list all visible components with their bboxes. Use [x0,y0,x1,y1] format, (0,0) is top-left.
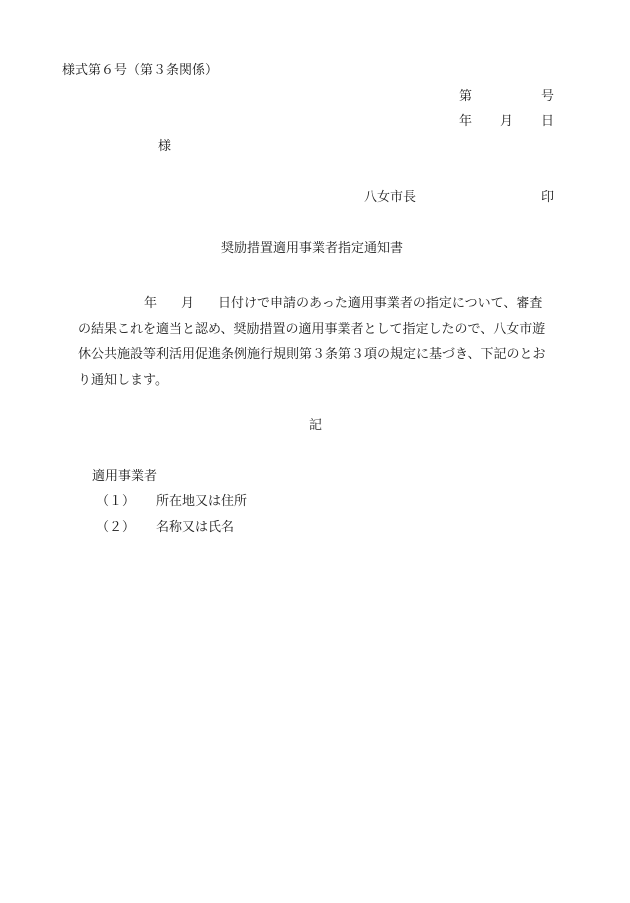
detail-item [96,520,234,536]
document-number-suffix: 号 [541,89,555,104]
issuer-name: 八女市長 [364,190,417,205]
detail-item-label: （２） [96,520,136,535]
document-number-prefix: 第 [459,89,473,104]
ki-heading: 記 [309,418,323,433]
body-line-1 [78,291,558,317]
body-paragraph [78,291,558,393]
detail-item [96,494,247,510]
details-heading: 適用事業者 [92,469,158,484]
body-month-label: 月 [181,296,195,311]
detail-item-text: 所在地又は住所 [156,494,248,509]
date-month-label: 月 [500,114,514,129]
date-day-label: 日 [541,114,555,129]
body-line-3: 休公共施設等利活用促進条例施行規則第３条第３項の規定に基づき、下記のとお [78,347,546,362]
seal-mark: 印 [541,190,555,205]
body-year-label: 年 [144,296,158,311]
detail-item-text: 名称又は氏名 [156,520,235,535]
body-line-2: の結果これを適当と認め、奨励措置の適用事業者として指定したので、八女市遊 [78,321,546,337]
addressee-honorific: 様 [158,139,172,154]
date-year-label: 年 [459,114,473,129]
document-title: 奨励措置適用事業者指定通知書 [221,241,404,256]
form-number: 様式第６号（第３条関係） [62,63,219,78]
detail-item-label: （１） [96,494,136,509]
body-line-1-text: 日付けで申請のあった適用事業者の指定について、審査 [218,296,543,311]
body-line-4: り通知します。 [78,372,168,388]
